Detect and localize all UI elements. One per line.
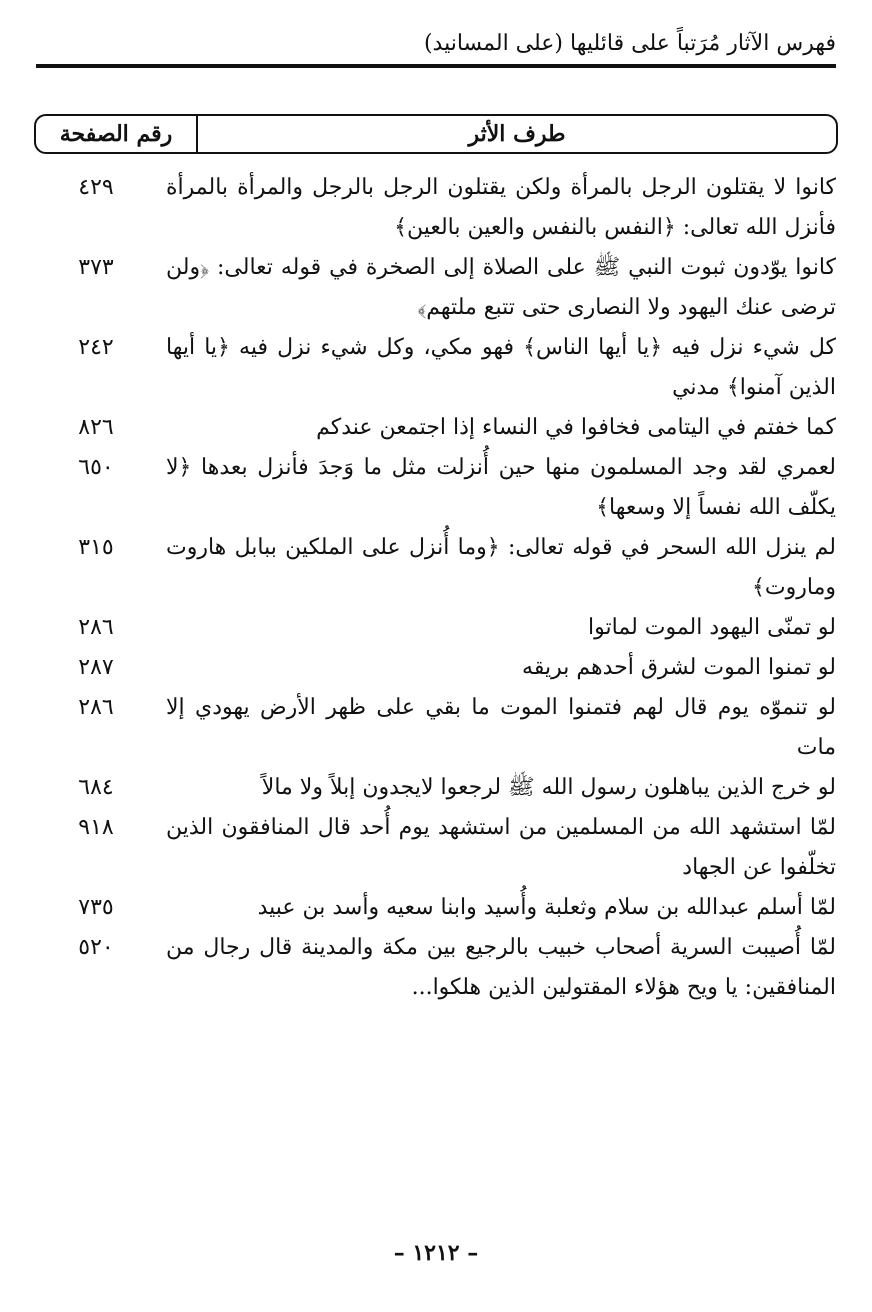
table-header — [34, 114, 838, 154]
entry-page-number: ٧٣٥ — [78, 895, 114, 920]
list-item — [36, 768, 836, 808]
list-item — [36, 528, 836, 608]
entry-text: لمّا أسلم عبدالله بن سلام وثعلبة وأُسيد وابنا سعيه وأسد بن عبيد — [257, 895, 836, 920]
entry-page-number: ٦٨٤ — [78, 775, 114, 800]
header-rule — [36, 64, 836, 68]
column-header-text: طرف الأثر — [468, 121, 566, 147]
list-item — [36, 408, 836, 448]
entry-page-number: ٣١٥ — [78, 535, 114, 560]
entry-page-number: ٩١٨ — [78, 815, 114, 840]
list-item — [36, 328, 836, 408]
list-item — [36, 688, 836, 768]
entry-text: لو تنموّه يوم قال لهم فتمنوا الموت ما بقي على ظهر الأرض يهودي إلا مات — [166, 695, 836, 760]
list-item — [36, 648, 836, 688]
entry-page-number: ٢٨٦ — [78, 695, 114, 720]
entry-text: كانوا لا يقتلون الرجل بالمرأة ولكن يقتلون الرجل بالرجل والمرأة بالمرأة فأنزل الله تعالى: ﴿النفس بالنفس والعين بالعين﴾ — [166, 175, 836, 240]
entry-page-number: ٣٧٣ — [78, 255, 114, 280]
entry-text: لم ينزل الله السحر في قوله تعالى: ﴿وما أُنزل على الملكين ببابل هاروت وماروت﴾ — [166, 535, 836, 600]
entry-text: لعمري لقد وجد المسلمون منها حين أُنزلت مثل ما وَجدَ فأنزل بعدها ﴿لا يكلّف الله نفساً إلا وسعها﴾ — [166, 455, 836, 520]
column-header-page: رقم الصفحة — [36, 116, 198, 152]
entry-text: كانوا يوّدون ثبوت النبي ﷺ على الصلاة إلى الصخرة في قوله تعالى: ﴿ولن ترضى عنك اليهود ولا النصارى حتى تتبع ملتهم﴾ — [166, 255, 836, 320]
entry-page-number: ٥٢٠ — [78, 935, 114, 960]
entry-page-number: ٢٨٦ — [78, 615, 114, 640]
entry-text: كما خفتم في اليتامى فخافوا في النساء إذا اجتمعن عندكم — [316, 415, 836, 440]
page-number: – ١٢١٢ – — [393, 1240, 479, 1266]
entry-text: لمّا استشهد الله من المسلمين من استشهد يوم أُحد قال المنافقون الذين تخلّفوا عن الجهاد — [166, 815, 836, 880]
entry-page-number: ٤٢٩ — [78, 175, 114, 200]
running-header: فهرس الآثار مُرَتباً على قائليها (على المسانيد) — [423, 31, 836, 56]
list-item — [36, 928, 836, 1008]
entries-list — [36, 168, 836, 1008]
entry-text: كل شيء نزل فيه ﴿يا أيها الناس﴾ فهو مكي، وكل شيء نزل فيه ﴿يا أيها الذين آمنوا﴾ مدني — [166, 335, 836, 400]
list-item — [36, 168, 836, 248]
entry-page-number: ٨٢٦ — [78, 415, 114, 440]
entry-page-number: ٦٥٠ — [78, 455, 114, 480]
list-item — [36, 888, 836, 928]
entry-page-number: ٢٤٢ — [78, 335, 114, 360]
entry-text: لو تمنّى اليهود الموت لماتوا — [588, 615, 836, 640]
entry-page-number: ٢٨٧ — [78, 655, 114, 680]
entry-text: لو خرج الذين يباهلون رسول الله ﷺ لرجعوا لايجدون إبلاً ولا مالاً — [261, 775, 836, 800]
list-item — [36, 248, 836, 328]
list-item — [36, 608, 836, 648]
entry-text: لمّا أُصيبت السرية أصحاب خبيب بالرجيع بين مكة والمدينة قال رجال من المنافقين: يا ويح هؤلاء المقتولين الذين هلكوا... — [166, 935, 836, 1000]
list-item — [36, 808, 836, 888]
entry-text: لو تمنوا الموت لشرق أحدهم بريقه — [522, 655, 836, 680]
list-item — [36, 448, 836, 528]
